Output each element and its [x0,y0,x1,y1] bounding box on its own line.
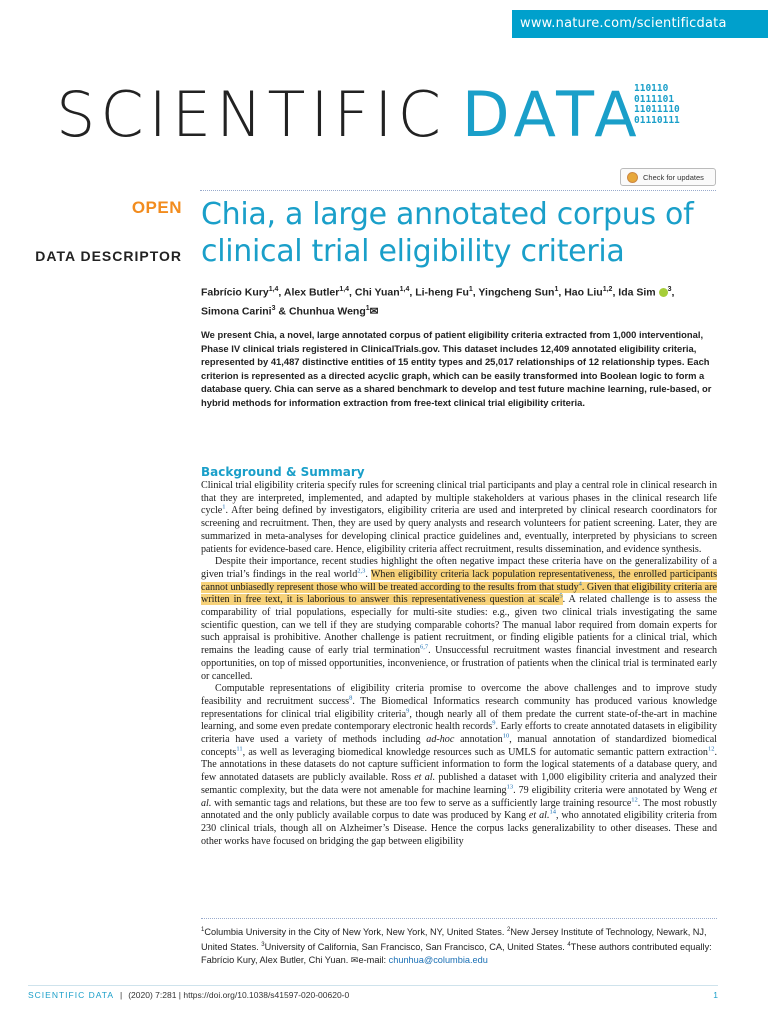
citation-link[interactable]: 11 [236,745,243,753]
author-list: Fabrício Kury$^{1,4}$, Alex Butler$^{1,4}$, Chi Yuan$^{1,4}$, Li-heng Fu$^1$, Yingcheng Sun$^1$, Hao Liu$^{1,2}$, Ida Sim $^3$, Simona Carini$^3$ & Chunhua Weng$^1$✉ [201,286,675,317]
journal-masthead [56,80,642,150]
orcid-icon[interactable] [659,288,668,297]
citation-link[interactable]: 9 [492,720,496,727]
citation-link[interactable]: 4 [578,580,582,588]
binary-line: 11011110 [634,104,680,115]
author-name[interactable]: Hao Liu [564,286,603,299]
footer-divider [28,985,718,986]
footer-journal: SCIENTIFIC DATA [28,990,114,1000]
article-title: Chia, a large annotated corpus of clinical trial eligibility criteria [201,197,694,269]
highlighted-text: When eligibility criteria lack population representativeness, the enrolled participants cannot unbiasedly represent those who will be treated according to the results from that study$^4$. Given that eligibility criteria are written in free text, it is laborious to answer this representativeness question at scale$^5$ [201,568,718,606]
author-affiliation: 1 [365,304,370,312]
email-envelope-icon[interactable]: ✉ [369,305,379,317]
masthead-scientific: SCIENTIFIC [56,78,446,151]
section-heading: Background & Summary [201,465,365,479]
binary-line: 01110111 [634,114,680,126]
masthead-data: DATA [461,78,642,151]
paragraph: Clinical trial eligibility criteria specify rules for screening clinical trial participants and play a central role in clinical research in that they are interpreted, implemented, and adapted by multiple stakeholders at various phases in the clinical research life cycle$^1$. After being defined by investigators, eligibility criteria are used and interpreted by clinical research coordinators for screening and recruitment. Then, they are used by query analysts and research volunteers for patient screening. Later, they are summarized in meta-analyses for developing clinical practice guidelines and, eventually, interpreted by physicians to screen patients for evidence-based care. Hence, eligibility criteria affect recruitment, results dissemination, and evidence synthesis. [201,480,717,555]
binary-logo-icon [634,84,680,126]
citation-link[interactable]: 1 [222,504,226,512]
page-number: 1 [713,990,718,1000]
paragraph: Computable representations of eligibility criteria promise to overcome the above challenges and to improve study feasibility and recruitment success$^8$. The Biomedical Informatics research community has produced various knowledge representations for clinical trial eligibility criteria$^9$, though nearly all of them predate the current state-of-the-art in machine learning, and some even predate contemporary electronic health records$^9$. Early efforts to create annotated datasets in eligibility criteria have used a variety of methods including ad-hoc annotation$^{10}$, manual annotation of standardized biomedical concepts$^{11}$, as well as leveraging biomedical knowledge resources such as UMLS for automatic semantic pattern extraction$^{12}$. The annotations in these datasets do not capture sufficient information to form the logical statements of a database query, and few annotated datasets are publicly available. Ross et al. published a dataset with 1,000 eligibility criteria and analyzed their semantic complexity, but the data were not amenable for machine learning$^{13}$. 79 eligibility criteria were annotated by Weng et al. with semantic tags and relations, but these are too few to serve as a sufficiently large training resource$^{12}$. The most robustly annotated and the only publicly available corpus to date was produced by Kang et al.$^{14}$, who annotated eligibility criteria from 230 clinical trials, though all on Alzheimer’s Disease. Hence the corpus lacks generalizability to other diseases. These and other works have focused on bridging the gap between eligibility [201,683,718,847]
author-name[interactable]: Chunhua Weng [288,305,366,317]
binary-line: 110110 [634,83,669,94]
check-updates-label: Check for updates [643,173,704,182]
journal-url[interactable]: www.nature.com/scientificdata [512,10,768,38]
citation-link[interactable]: 10 [502,732,510,740]
article-type-label: DATA DESCRIPTOR [35,248,182,264]
citation-link[interactable]: 9 [406,707,410,715]
author-affiliation: 1 [468,286,473,293]
citation-link[interactable]: 12 [707,745,715,753]
email-link[interactable]: chunhua@columbia.edu [388,955,488,966]
check-updates-button[interactable] [620,168,716,186]
author-name[interactable]: Simona Carini [201,305,272,317]
citation-link[interactable]: 5 [559,592,563,600]
author-affiliation: 3 [271,304,276,312]
author-name[interactable]: Fabrício Kury [201,286,269,299]
citation-link[interactable]: 12 [631,796,638,804]
author-name[interactable]: Li-heng Fu [415,286,469,299]
author-name[interactable]: Chi Yuan [354,286,400,299]
author-affiliation: 3 [667,286,672,293]
abstract: We present Chia, a novel, large annotated corpus of patient eligibility criteria extracted from 1,000 interventional, Phase IV clinical trials registered in ClinicalTrials.gov. This dataset includes 12,409 annotated eligibility criteria, represented by 41,487 distinctive entities of 15 entity types and 25,017 relationships of 12 relationship types. Each criterion is represented as a directed acyclic graph, which can be easily transformed into Boolean logic to form a database query. Chia can serve as a shared benchmark to develop and test future machine learning, rule-based, or hybrid methods for information extraction from free-text clinical trial eligibility criteria. [201,329,712,408]
footer-separator: | [120,990,123,1000]
author-affiliation: 1 [554,286,559,293]
author-affiliation: 1,2 [602,286,613,293]
author-affiliation: 1,4 [339,286,350,293]
open-access-label: OPEN [131,198,182,217]
paragraph: Despite their importance, recent studies highlight the often negative impact these criteria have on the generalizability of a given trial’s findings in the real world$^{2,3}$. When eligibility criteria lack population representativeness, the enrolled participants cannot unbiasedly represent those who will be treated according to the results from that study$^4$. Given that eligibility criteria are written in free text, it is laborious to answer this representativeness question at scale$^5$. A related challenge is to assess the comparability of trial populations, especially for multi-site studies: e.g., given two clinical trials investigating the same scientific question, can we tell if they are studying comparable cohorts? The manual labor required from domain experts for such appraisal is prohibitive. Another challenge is patient recruitment, or finding eligible patients for a clinical trial, which remains the leading cause of early trial termination$^{6,7}$. Unsuccessful recruitment wastes financial investment and research opportunities, on top of missed opportunities, inconvenience, or frustration of patients when the clinical trial is terminated early or cancelled. [201,556,718,682]
footer-citation[interactable]: (2020) 7:281 | https://doi.org/10.1038/s41597-020-00620-0 [128,990,350,1000]
author-affiliation: 1,4 [399,286,410,293]
email-icon: ✉ [350,955,359,966]
author-name[interactable]: Yingcheng Sun [478,286,555,299]
binary-line: 0111101 [634,93,675,105]
citation-link[interactable]: 2,3 [357,567,366,575]
affiliations-footnote: $^1$Columbia University in the City of New York, New York, NY, United States. $^2$New Jersey Institute of Technology, Newark, NJ, United States. $^3$University of California, San Francisco, San Francisco, CA, United States. $^4$These authors contributed equally: Fabrício Kury, Alex Butler, Chi Yuan. ✉e-mail: chunhua@columbia.edu [201,927,712,966]
author-name[interactable]: Ida Sim [618,286,656,299]
citation-link[interactable]: 14 [549,808,556,816]
citation-link[interactable]: 13 [506,783,514,791]
page-footer [28,990,718,1000]
header-divider [200,190,716,191]
article-body [201,480,717,848]
author-name[interactable]: Alex Butler [283,286,340,299]
author-affiliation: 1,4 [268,286,279,293]
citation-link[interactable]: 8 [349,694,353,702]
crossmark-icon [627,172,638,183]
citation-link[interactable]: 6,7 [420,643,429,651]
footnote-divider [201,918,717,919]
